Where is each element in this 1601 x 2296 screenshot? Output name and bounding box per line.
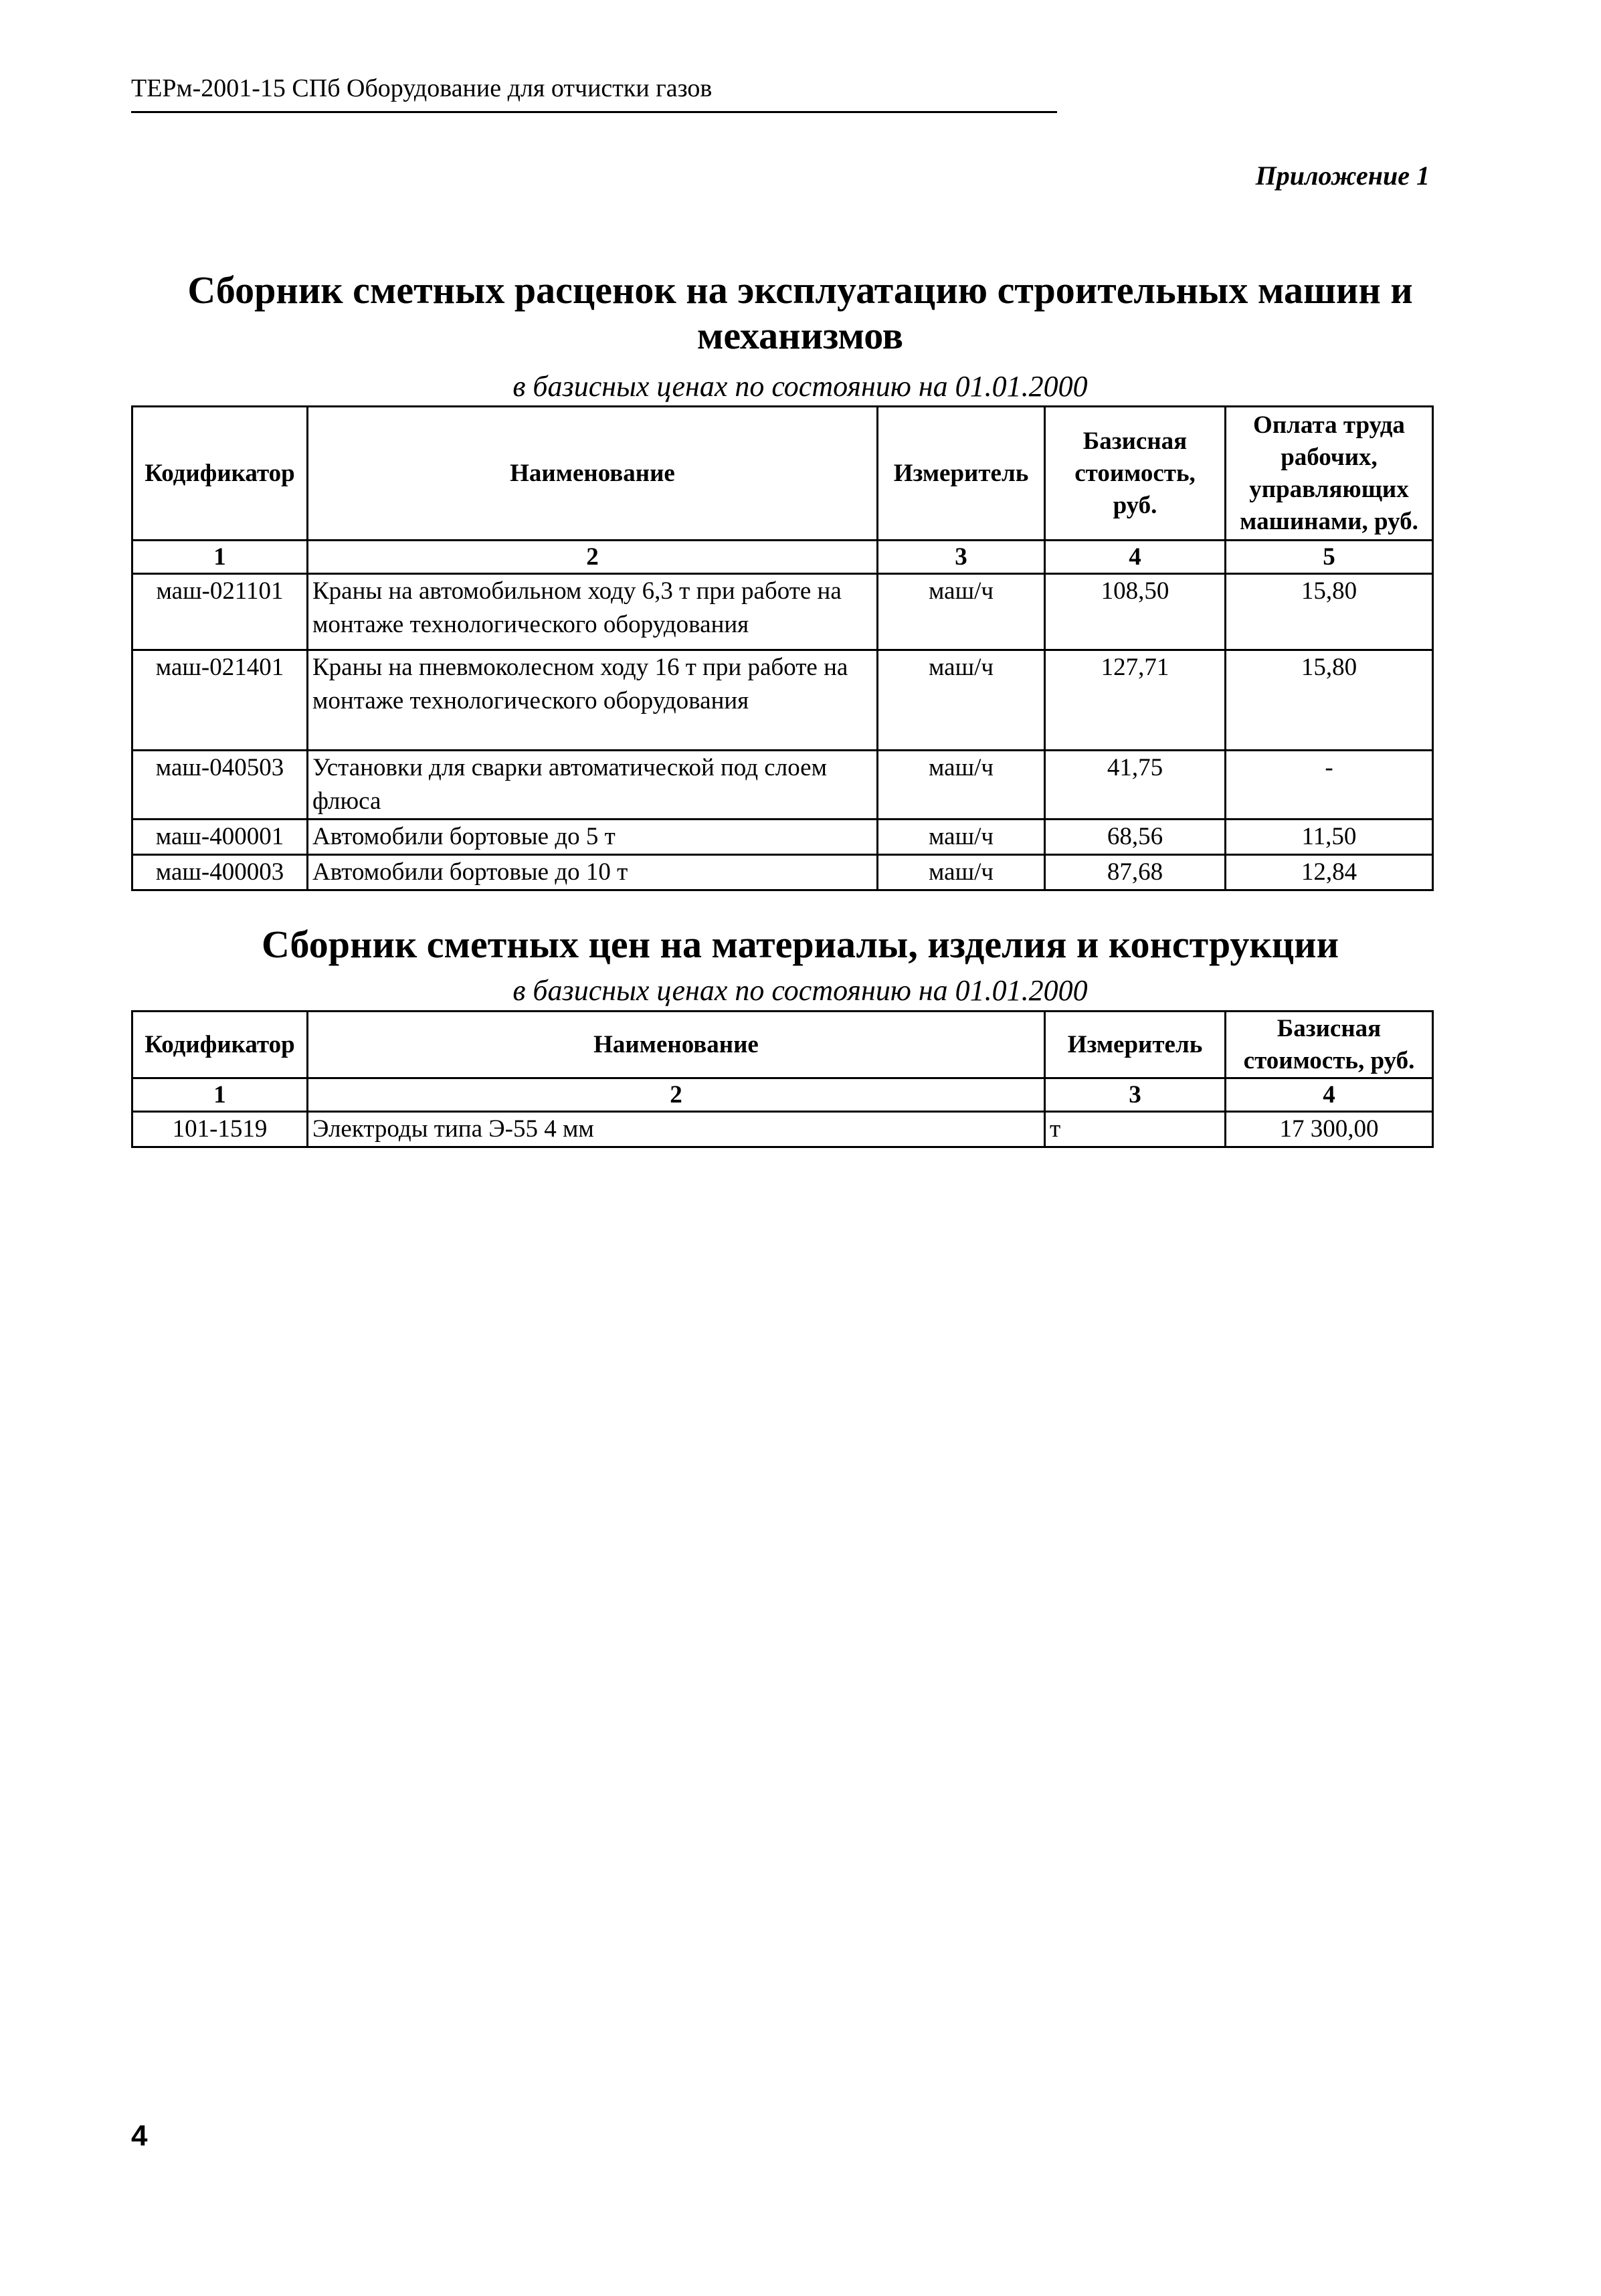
cell-unit: маш/ч [878, 650, 1045, 751]
cell-unit: т [1045, 1112, 1226, 1147]
cell-code: маш-400003 [132, 855, 308, 890]
cell-unit: маш/ч [878, 820, 1045, 855]
cell-name: Краны на пневмоколесном ходу 16 т при работе на монтаже технологического оборудования [308, 650, 878, 751]
table-row [132, 574, 1433, 650]
cell-cost: 127,71 [1045, 650, 1226, 751]
table-row [132, 751, 1433, 820]
cell-labor: 15,80 [1226, 650, 1433, 751]
cell-code: маш-021401 [132, 650, 308, 751]
cell-unit: маш/ч [878, 751, 1045, 820]
cell-cost: 108,50 [1045, 574, 1226, 650]
cell-name: Электроды типа Э-55 4 мм [308, 1112, 1045, 1147]
column-number-row [132, 1078, 1433, 1112]
cell-unit: маш/ч [878, 574, 1045, 650]
col-header-cost: Базисная стоимость, руб. [1226, 1012, 1433, 1078]
cell-labor: 11,50 [1226, 820, 1433, 855]
cell-code: маш-040503 [132, 751, 308, 820]
section1-subtitle: в базисных ценах по состоянию на 01.01.2000 [512, 370, 1088, 403]
cell-labor: 12,84 [1226, 855, 1433, 890]
col-header-cost: Базисная стоимость, руб. [1045, 407, 1226, 541]
col-header-unit: Измеритель [878, 407, 1045, 541]
cell-cost: 87,68 [1045, 855, 1226, 890]
cell-code: маш-021101 [132, 574, 308, 650]
cell-code: маш-400001 [132, 820, 308, 855]
table-row [132, 1112, 1433, 1147]
cell-name: Автомобили бортовые до 10 т [308, 855, 878, 890]
table-header-row [132, 1012, 1433, 1078]
col-number: 4 [1045, 541, 1226, 574]
cell-name: Краны на автомобильном ходу 6,3 т при работе на монтаже технологического оборудования [308, 574, 878, 650]
table-row [132, 820, 1433, 855]
col-number: 1 [132, 1078, 308, 1112]
col-number: 4 [1226, 1078, 1433, 1112]
section2-title: Сборник сметных цен на материалы, изделия и конструкции [261, 923, 1339, 966]
table-header-row [132, 407, 1433, 541]
col-header-labor: Оплата труда рабочих, управляющих машинами, руб. [1226, 407, 1433, 541]
appendix-label: Приложение 1 [1255, 161, 1430, 191]
table-row [132, 650, 1433, 751]
col-number: 2 [308, 1078, 1045, 1112]
cell-name: Автомобили бортовые до 5 т [308, 820, 878, 855]
column-number-row [132, 541, 1433, 574]
cell-unit: маш/ч [878, 855, 1045, 890]
table-row [132, 855, 1433, 890]
col-number: 1 [132, 541, 308, 574]
section2-subtitle: в базисных ценах по состоянию на 01.01.2000 [512, 974, 1088, 1007]
col-number: 5 [1226, 541, 1433, 574]
col-header-code: Кодификатор [132, 407, 308, 541]
cell-cost: 41,75 [1045, 751, 1226, 820]
cell-labor: 15,80 [1226, 574, 1433, 650]
cell-code: 101-1519 [132, 1112, 308, 1147]
cell-cost: 17 300,00 [1226, 1112, 1433, 1147]
col-number: 3 [1045, 1078, 1226, 1112]
col-number: 2 [308, 541, 878, 574]
col-header-name: Наименование [308, 407, 878, 541]
col-number: 3 [878, 541, 1045, 574]
page-number: 4 [131, 2119, 148, 2152]
machines-table [131, 405, 1434, 891]
cell-name: Установки для сварки автоматической под слоем флюса [308, 751, 878, 820]
col-header-code: Кодификатор [132, 1012, 308, 1078]
section1-title: Сборник сметных расценок на эксплуатацию строительных машин и механизмов [187, 268, 1413, 357]
col-header-unit: Измеритель [1045, 1012, 1226, 1078]
running-header: ТЕРм-2001-15 СПб Оборудование для отчистки газов [131, 74, 713, 102]
col-header-name: Наименование [308, 1012, 1045, 1078]
cell-cost: 68,56 [1045, 820, 1226, 855]
materials-table [131, 1010, 1434, 1148]
header-divider [131, 111, 1057, 113]
cell-labor: - [1226, 751, 1433, 820]
